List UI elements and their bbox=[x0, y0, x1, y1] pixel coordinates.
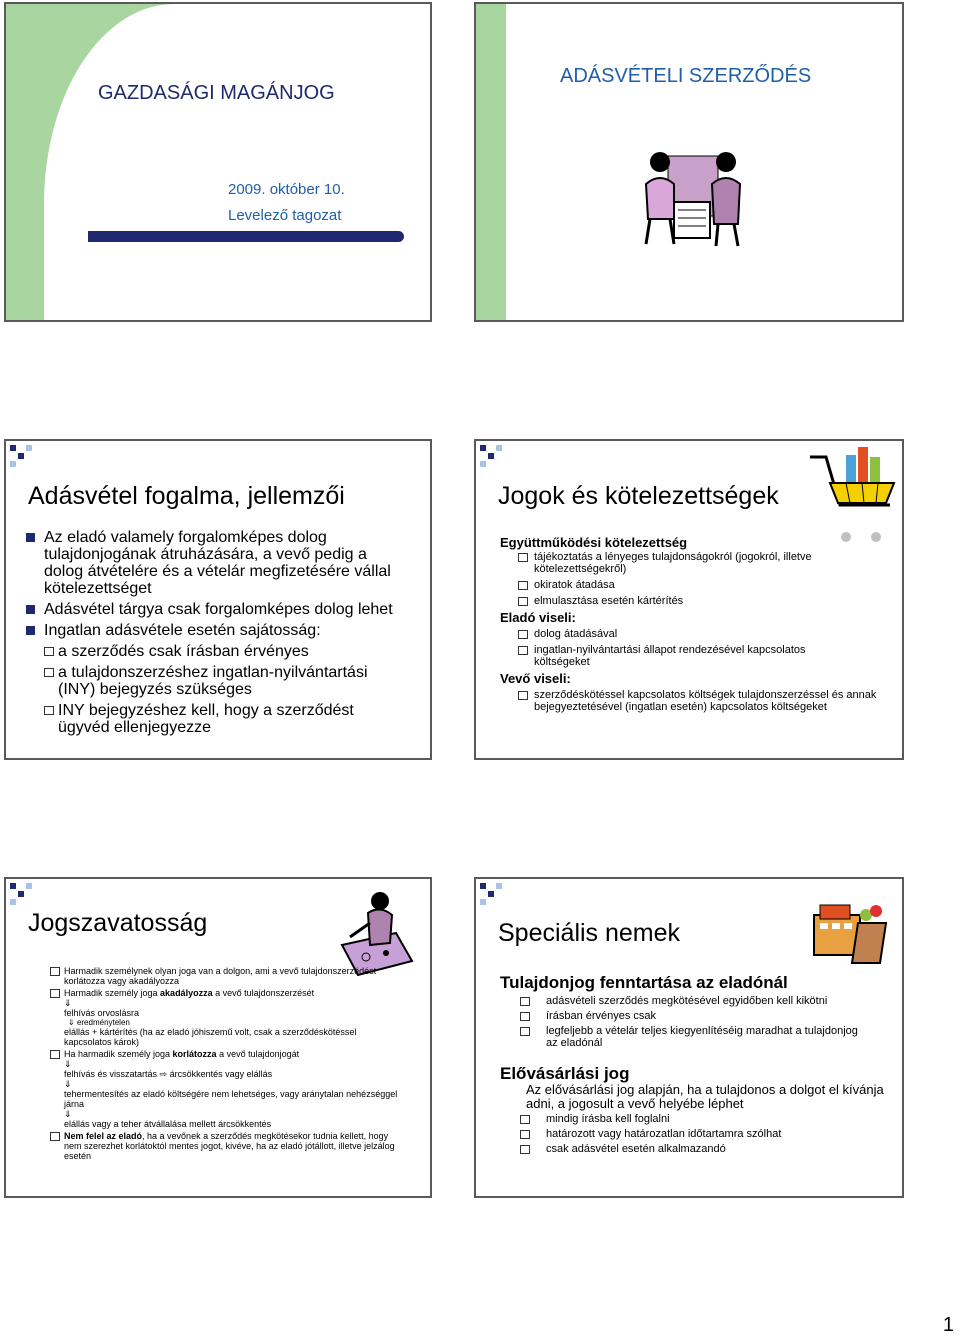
emphasis-text: Nem felel az eladó bbox=[64, 1131, 143, 1141]
sub-bullet-icon bbox=[50, 967, 60, 976]
corner-dots-decoration bbox=[10, 883, 36, 909]
line-text: eredménytelen bbox=[76, 1018, 130, 1027]
sub-bullet-icon bbox=[50, 1050, 60, 1059]
sub-bullet-text: a szerződés csak írásban érvényes bbox=[58, 643, 309, 660]
section-heading: Vevő viseli: bbox=[500, 671, 571, 686]
intro-text: Az elővásárlási jog alapján, ha a tulajdonos a dolgot el kívánja adni, a jogosult a vevő helyébe léphet bbox=[526, 1082, 884, 1111]
down-arrow-icon: ⇓ bbox=[68, 1018, 75, 1027]
slide6-list-2 bbox=[500, 1113, 870, 1155]
couple-shopping-icon bbox=[638, 144, 748, 248]
sub-bullet-icon bbox=[518, 553, 528, 562]
item-text: adásvételi szerződés megkötésével egyidőben kell kikötni bbox=[546, 995, 828, 1007]
down-arrow-icon: ⇓ bbox=[64, 998, 72, 1008]
slide-6 bbox=[474, 877, 904, 1198]
slide6-list-1 bbox=[500, 995, 870, 1049]
line-text: felhívás és visszatartás bbox=[64, 1069, 160, 1079]
line-text: tehermentesítés az eladó költségére nem lehetséges, vagy aránytalan nehézséggel járna bbox=[64, 1089, 398, 1109]
line-text: árcsökkentés vagy elállás bbox=[167, 1069, 273, 1079]
slide-2 bbox=[474, 2, 904, 322]
sub-bullet-icon bbox=[44, 706, 54, 715]
corner-dots-decoration bbox=[10, 445, 36, 471]
slide1-date: 2009. október 10. bbox=[228, 181, 345, 198]
section-heading-2: Elővásárlási jog bbox=[500, 1064, 630, 1083]
item-text: tájékoztatás a lényeges tulajdonságokról (jogokról, illetve kötelezettségekről) bbox=[534, 551, 812, 575]
sub-bullet-text: a tulajdonszerzéshez ingatlan-nyilvántartási (INY) bejegyzés szükséges bbox=[58, 664, 368, 698]
sub-bullet-icon bbox=[520, 1012, 530, 1021]
line-text: Ha harmadik személy joga bbox=[64, 1049, 173, 1059]
page-number: 1 bbox=[942, 1314, 954, 1336]
slide-3 bbox=[4, 439, 432, 760]
sub-bullet-icon bbox=[520, 997, 530, 1006]
section-heading: Eladó viseli: bbox=[500, 610, 576, 625]
slide5-title: Jogszavatosság bbox=[28, 909, 208, 937]
line-text: , ha a vevőnek a szerződés megkötésekor tudnia kellett, hogy nem szerezhet korlátoktól mentes jogot, kivéve, ha az eladó jótállott, illetve jelzálog esetén bbox=[64, 1131, 395, 1161]
sub-bullet-icon bbox=[518, 581, 528, 590]
sub-bullet-text: INY bejegyzéshez kell, hogy a szerződést ügyvéd ellenjegyezze bbox=[58, 702, 354, 736]
slide2-green-band bbox=[476, 4, 506, 322]
slide2-title: ADÁSVÉTELI SZERZŐDÉS bbox=[560, 65, 812, 87]
slide5-body bbox=[46, 966, 406, 1161]
slide3-body bbox=[26, 529, 406, 736]
blue-bar-decoration bbox=[88, 231, 404, 242]
sub-bullet-icon bbox=[520, 1027, 530, 1036]
bullet-text: Az eladó valamely forgalomképes dolog tulajdonjogának átruházására, a vevő pedig a dolog átvételére és a vételár megfizetésére vállal kötelezettséget bbox=[44, 529, 391, 597]
corner-dots-decoration bbox=[480, 445, 506, 471]
item-text: elmulasztása esetén kártérítés bbox=[534, 595, 684, 607]
item-text: dolog átadásával bbox=[534, 628, 618, 640]
sub-bullet-icon bbox=[518, 597, 528, 606]
bullet-icon bbox=[26, 533, 35, 542]
line-text: a vevő tulajdonjogát bbox=[216, 1049, 300, 1059]
slide-4 bbox=[474, 439, 904, 760]
emphasis-text: korlátozza bbox=[172, 1049, 217, 1059]
slide6-title: Speciális nemek bbox=[498, 919, 681, 947]
sub-bullet-icon bbox=[50, 1132, 60, 1141]
item-text: csak adásvétel esetén alkalmazandó bbox=[546, 1143, 726, 1155]
slide-5 bbox=[4, 877, 432, 1198]
down-arrow-icon: ⇓ bbox=[64, 1059, 72, 1069]
sub-bullet-icon bbox=[44, 668, 54, 677]
slide1-subtitle: Levelező tagozat bbox=[228, 207, 342, 224]
slide1-title: GAZDASÁGI MAGÁNJOG bbox=[98, 82, 335, 104]
sub-bullet-icon bbox=[520, 1130, 530, 1139]
line-text: felhívás orvoslásra bbox=[64, 1008, 140, 1018]
item-text: szerződéskötéssel kapcsolatos költségek tulajdonszerzéssel és annak bejegyeztetésével (ingatlan esetén) kapcsolatos költségeket bbox=[534, 689, 877, 713]
sub-bullet-icon bbox=[518, 646, 528, 655]
item-text: írásban érvényes csak bbox=[546, 1010, 657, 1022]
cash-register-icon bbox=[810, 893, 890, 967]
bullet-text: Adásvétel tárgya csak forgalomképes dolog lehet bbox=[44, 601, 393, 618]
section-heading: Együttműködési kötelezettség bbox=[500, 535, 688, 550]
slide3-title: Adásvétel fogalma, jellemzői bbox=[28, 482, 345, 510]
line-text: Harmadik személy joga bbox=[64, 988, 161, 998]
item-text: határozott vagy határozatlan időtartamra szólhat bbox=[546, 1128, 782, 1140]
slide-1 bbox=[4, 2, 432, 322]
line-text: Harmadik személynek olyan joga van a dolgon, ami a vevő tulajdonszerzédést korlátozza vagy akadályozza bbox=[64, 966, 377, 986]
down-arrow-icon: ⇓ bbox=[64, 1109, 72, 1119]
sub-bullet-icon bbox=[518, 691, 528, 700]
sub-bullet-icon bbox=[518, 630, 528, 639]
line-text: a vevő tulajdonszerzését bbox=[212, 988, 315, 998]
corner-dots-decoration bbox=[480, 883, 506, 909]
section-heading-1: Tulajdonjog fenntartása az eladónál bbox=[500, 973, 788, 992]
item-text: mindig írásba kell foglalni bbox=[546, 1113, 670, 1125]
line-text: elállás + kártérítés (ha az eladó jóhiszemű volt, csak a szerződéskötéssel kapcsolatos károk) bbox=[64, 1027, 357, 1047]
bullet-text: Ingatlan adásvétele esetén sajátosság: bbox=[44, 622, 321, 639]
emphasis-text: akadályozza bbox=[160, 988, 213, 998]
line-text: elállás vagy a teher átvállalása mellett árcsökkentés bbox=[64, 1119, 272, 1129]
slide4-body bbox=[500, 535, 877, 713]
sub-bullet-icon bbox=[520, 1145, 530, 1154]
right-arrow-icon: ⇨ bbox=[159, 1069, 168, 1079]
bullet-icon bbox=[26, 626, 35, 635]
item-text: ingatlan-nyilvántartási állapot rendezésével kapcsolatos költségeket bbox=[534, 644, 806, 668]
bullet-icon bbox=[26, 605, 35, 614]
item-text: legfeljebb a vételár teljes kiegyenlítéséig maradhat a tulajdonjog az eladónál bbox=[546, 1025, 858, 1049]
item-text: okiratok átadása bbox=[534, 579, 615, 591]
slide4-title: Jogok és kötelezettségek bbox=[498, 482, 779, 510]
white-arc-decoration bbox=[44, 4, 432, 322]
sub-bullet-icon bbox=[50, 989, 60, 998]
sub-bullet-icon bbox=[520, 1115, 530, 1124]
shopping-cart-icon bbox=[806, 445, 898, 545]
sub-bullet-icon bbox=[44, 647, 54, 656]
down-arrow-icon: ⇓ bbox=[64, 1079, 72, 1089]
